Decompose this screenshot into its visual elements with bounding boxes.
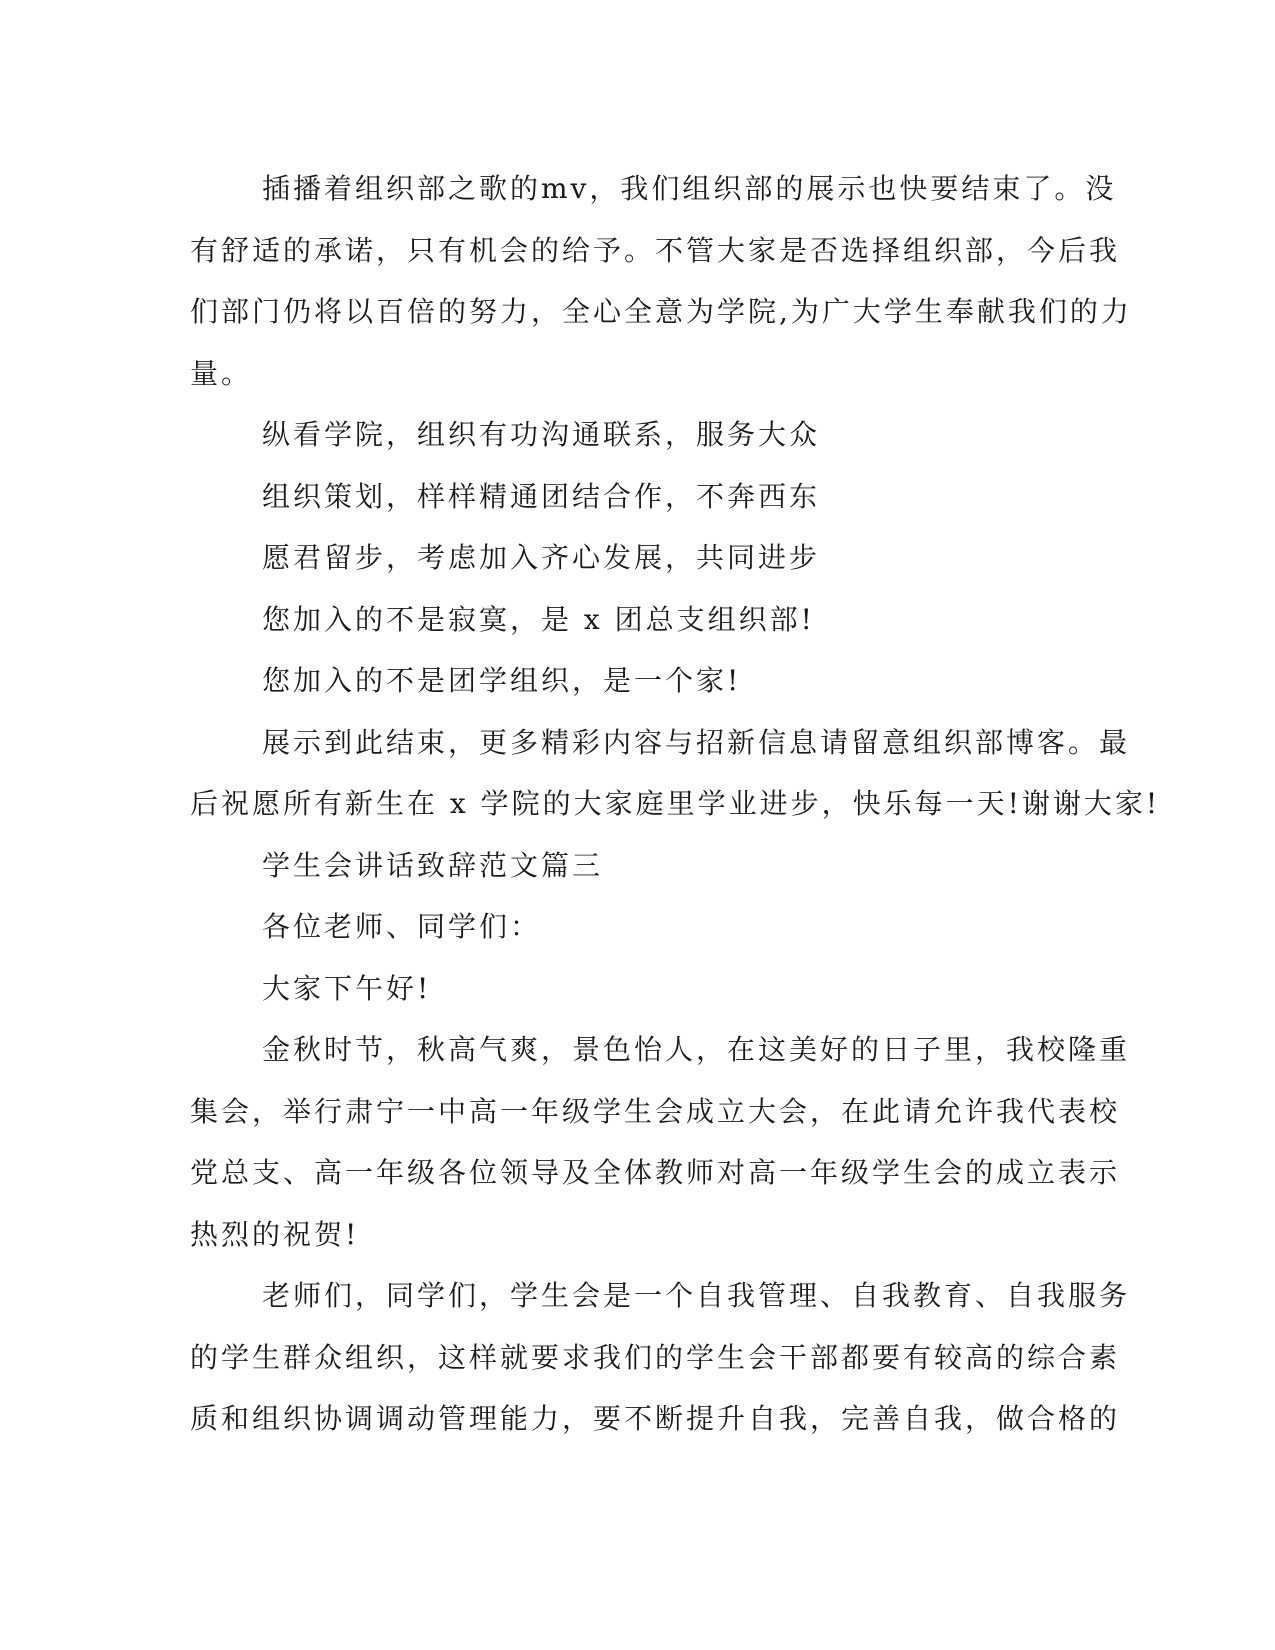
paragraph-line: 们部门仍将以百倍的努力，全心全意为学院,为广大学生奉献我们的力: [190, 295, 1132, 328]
document-body: [190, 158, 1161, 1450]
salutation: 各位老师、同学们：: [262, 910, 542, 943]
verse-line: 愿君留步，考虑加入齐心发展，共同进步: [262, 541, 821, 574]
greeting: 大家下午好!: [262, 971, 432, 1005]
verse-line: 您加入的不是团学组织，是一个家!: [262, 664, 742, 697]
section-heading: 学生会讲话致辞范文篇三: [262, 848, 604, 882]
paragraph-line: 党总支、高一年级各位领导及全体教师对高一年级学生会的成立表示: [190, 1156, 1121, 1189]
paragraph-line: 展示到此结束，更多精彩内容与招新信息请留意组织部博客。最: [262, 725, 1131, 759]
paragraph-line: 热烈的祝贺!: [190, 1217, 360, 1251]
paragraph-line: 集会，举行肃宁一中高一年级学生会成立大会，在此请允许我代表校: [190, 1094, 1121, 1128]
verse-line: 您加入的不是寂寞，是 x 团总支组织部!: [262, 602, 815, 636]
paragraph-line: 的学生群众组织，这样就要求我们的学生会干部都要有较高的综合素: [190, 1340, 1121, 1374]
paragraph-line: 质和组织协调调动管理能力，要不断提升自我，完善自我，做合格的: [190, 1402, 1121, 1435]
paragraph-line: 后祝愿所有新生在 x 学院的大家庭里学业进步，快乐每一天!谢谢大家!: [190, 787, 1161, 820]
verse-line: 组织策划，样样精通团结合作，不奔西东: [262, 479, 821, 513]
paragraph-line: 老师们，同学们，学生会是一个自我管理、自我教育、自我服务: [262, 1279, 1131, 1312]
paragraph-line: 有舒适的承诺，只有机会的给予。不管大家是否选择组织部，今后我: [190, 233, 1121, 267]
paragraph-line: 量。: [190, 356, 253, 390]
paragraph-line: 金秋时节，秋高气爽，景色怡人，在这美好的日子里，我校隆重: [262, 1033, 1131, 1066]
verse-line: 纵看学院，组织有功沟通联系，服务大众: [262, 418, 821, 451]
paragraph-line: 插播着组织部之歌的mv，我们组织部的展示也快要结束了。没: [262, 172, 1117, 205]
